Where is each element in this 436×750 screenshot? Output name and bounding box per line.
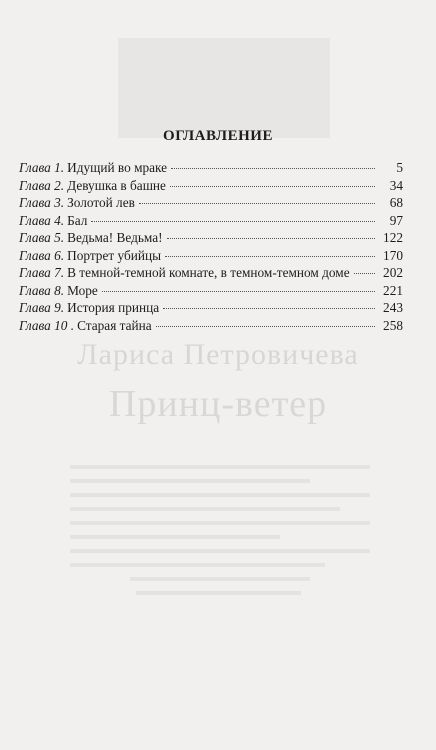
chapter-label: Глава 1. [19,160,65,175]
page-number: 170 [383,247,403,263]
toc-entry [19,230,403,248]
chapter-label: Глава 3. [19,195,65,210]
toc-entry [19,265,403,283]
chapter-label: Глава 6. [19,247,65,263]
page-number: 221 [383,282,403,298]
page-number: 68 [389,195,403,210]
leader-dots [139,203,375,204]
leader-dots [163,308,375,309]
chapter-title: Портрет убийцы [67,247,161,263]
chapter-title: Девушка в башне [67,177,166,193]
toc-entry [19,300,403,318]
chapter-title: Старая тайна [77,317,152,333]
page-number: 202 [383,265,403,280]
toc-entry [19,178,403,196]
page-number: 243 [383,300,403,315]
bleed-through-title: Принц-ветер [108,383,328,425]
page-number: 34 [389,177,403,193]
chapter-label: Глава 2. [19,177,65,193]
leader-dots [354,273,375,274]
chapter-title: Золотой лев [67,195,135,210]
chapter-title: Бал [67,212,88,228]
leader-dots [102,291,375,292]
toc-entry [19,318,403,336]
leader-dots [156,326,375,327]
toc-entry [19,213,403,231]
leader-dots [170,186,375,187]
page-number: 258 [383,317,403,333]
toc-list [19,160,403,335]
page-number: 5 [396,160,403,175]
chapter-label: Глава 4. [19,212,65,228]
toc-entry [19,248,403,266]
chapter-label: Глава 8. [19,282,65,298]
leader-dots [91,221,375,222]
toc-entry [19,160,403,178]
toc-entry [19,283,403,301]
chapter-title: История принца [67,300,160,315]
chapter-title: В темной-темной комнате, в темном-темном доме [67,265,350,280]
bleed-through-author: Лариса Петровичева [77,338,359,371]
chapter-title: Идущий во мраке [67,160,168,175]
leader-dots [167,238,375,239]
chapter-label: Глава 7. [19,265,65,280]
toc-entry [19,195,403,213]
chapter-label: Глава 9. [19,300,65,315]
chapter-title: Ведьма! Ведьма! [67,230,163,245]
bleed-through-block [118,38,330,138]
page-number: 122 [383,230,403,245]
toc-title: ОГЛАВЛЕНИЕ [163,128,273,144]
chapter-title: Море [67,282,98,298]
leader-dots [171,168,375,169]
chapter-label: Глава 5. [19,230,65,245]
page-number: 97 [389,212,403,228]
chapter-label: Глава 10 . [19,317,75,333]
bleed-through-imprint [70,455,370,605]
leader-dots [165,256,375,257]
